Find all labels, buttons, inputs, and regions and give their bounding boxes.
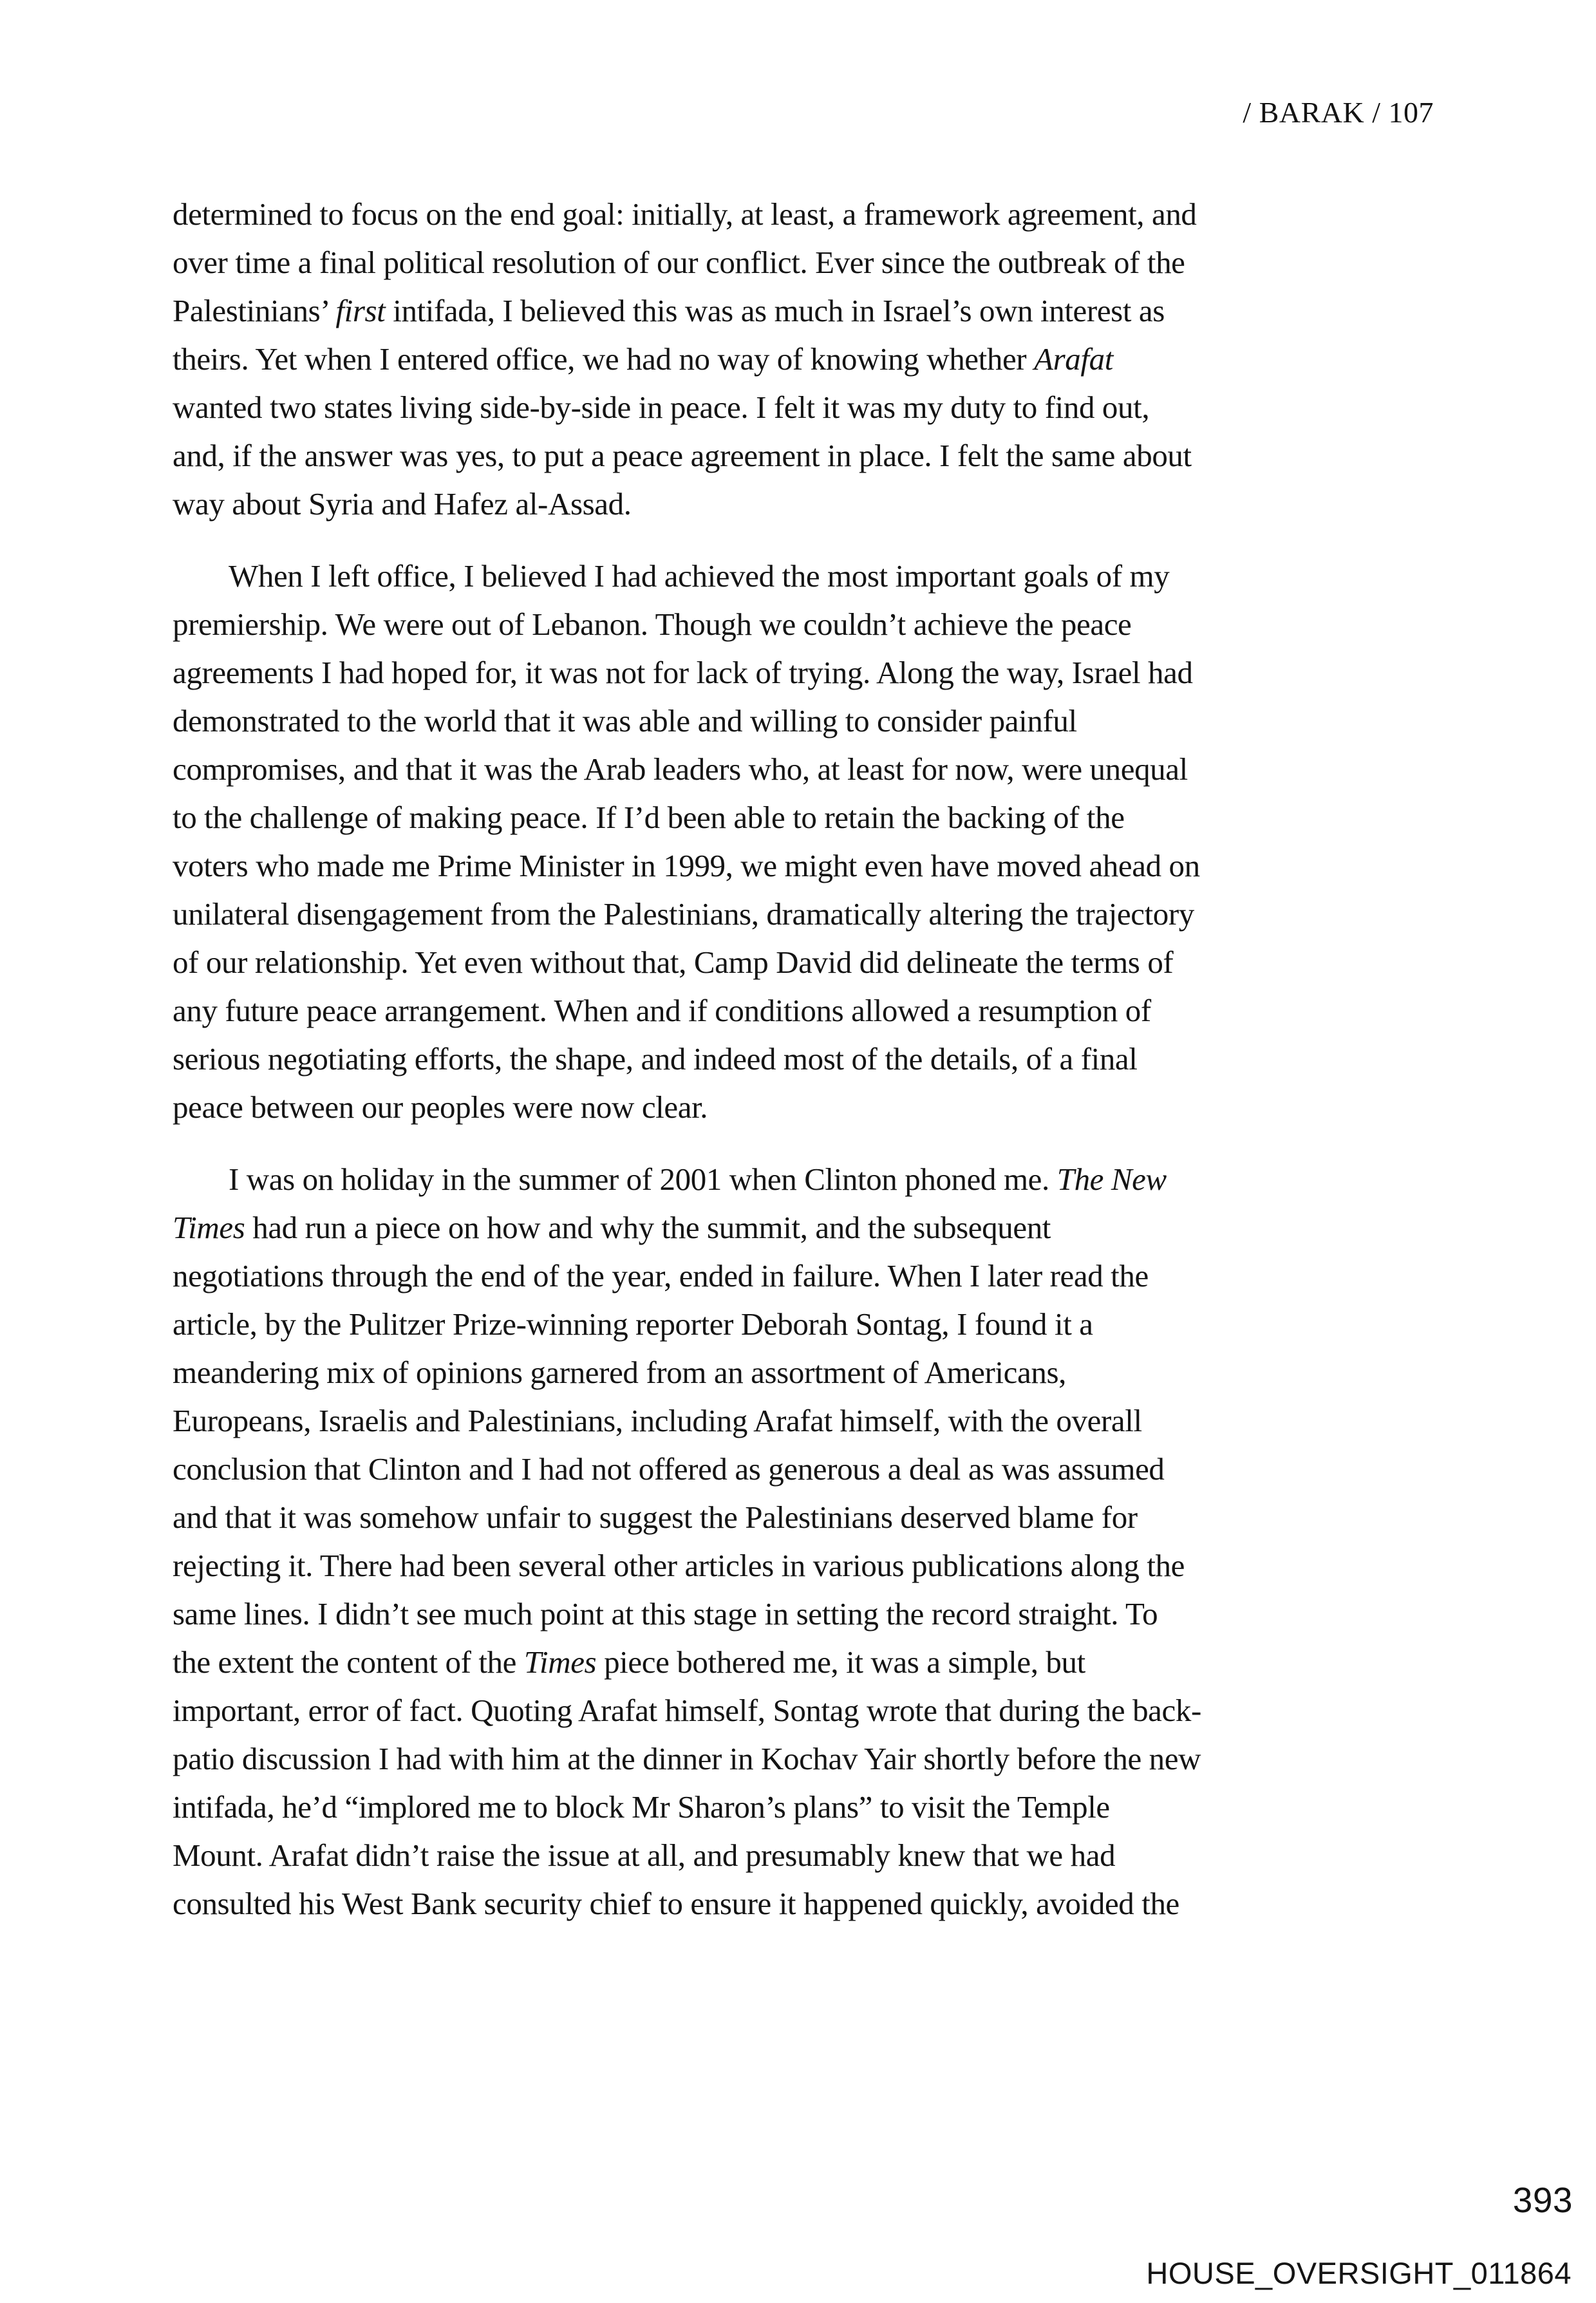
running-header: / BARAK / 107	[1243, 96, 1434, 129]
bates-stamp: HOUSE_OVERSIGHT_011864	[1146, 2256, 1572, 2290]
paragraph: I was on holiday in the summer of 2001 when Clinton phoned me. The New Times had run a piece on how and why the summit, and the subsequent negotiations through the end of the year, ended in failure. When I later read the article, by the Pulitzer Prize-winning reporter Deborah Sontag, I found it a meandering mix of opinions garnered from an assortment of Americans, Europeans, Israelis and Palestinians, including Arafat himself, with the overall conclusion that Clinton and I had not offered as generous a deal as was assumed and that it was somehow unfair to suggest the Palestinians deserved blame for rejecting it. There had been several other articles in various publications along the same lines. I didn’t see much point at this stage in setting the record straight. To the extent the content of the Times piece bothered me, it was a simple, but important, error of fact. Quoting Arafat himself, Sontag wrote that during the back- patio discussion I had with him at the dinner in Kochav Yair shortly before the new intifada, he’d “implored me to block Mr Sharon’s plans” to visit the Temple Mount. Arafat didn’t raise the issue at all, and presumably knew that we had consulted his West Bank security chief to ensure it happened quickly, avoided the	[173, 1161, 1201, 1921]
paragraph: determined to focus on the end goal: initially, at least, a framework agreement, and over time a final political resolution of our conflict. Ever since the outbreak of the Palestinians’ first intifada, I believed this was as much in Israel’s own interest as theirs. Yet when I entered office, we had no way of knowing whether Arafat wanted two states living side-by-side in peace. I felt it was my duty to find out, and, if the answer was yes, to put a peace agreement in place. I felt the same about way about Syria and Hafez al-Assad.	[173, 196, 1197, 522]
page-number: 393	[1512, 2180, 1573, 2220]
paragraph: When I left office, I believed I had achieved the most important goals of my premiership. We were out of Lebanon. Though we couldn’t achieve the peace agreements I had hoped for, it was not for lack of trying. Along the way, Israel had demonstrated to the world that it was able and willing to consider painful compromises, and that it was the Arab leaders who, at least for now, were unequal to the challenge of making peace. If I’d been able to retain the backing of the voters who made me Prime Minister in 1999, we might even have moved ahead on unilateral disengagement from the Palestinians, dramatically altering the trajectory of our relationship. Yet even without that, Camp David did delineate the terms of any future peace arrangement. When and if conditions allowed a resumption of serious negotiating efforts, the shape, and indeed most of the details, of a final peace between our peoples were now clear.	[173, 558, 1200, 1125]
body-text	[173, 190, 1457, 1951]
